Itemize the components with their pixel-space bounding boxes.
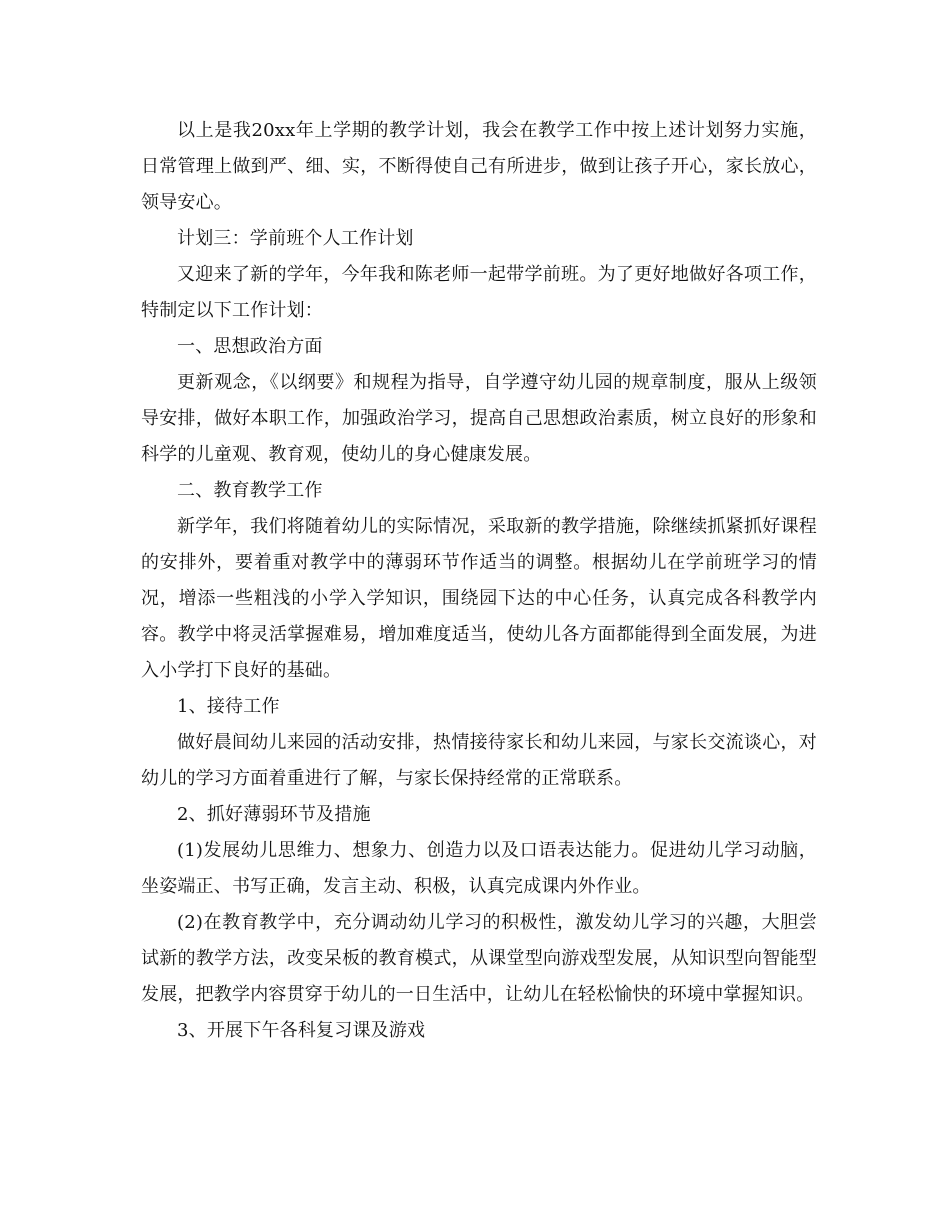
paragraph-closing-summary: 以上是我20xx年上学期的教学计划，我会在教学工作中按上述计划努力实施，日常管理上做到严、细、实，不断得使自己有所进步，做到让孩子开心，家长放心，领导安心。 (141, 120, 817, 213)
heading-reception: 1、接待工作 (177, 696, 280, 717)
heading-weak-links: 2、抓好薄弱环节及措施 (177, 804, 371, 825)
paragraph-item-1: (1)发展幼儿思维力、想象力、创造力以及口语表达能力。促进幼儿学习动脑，坐姿端正、书写正确，发言主动、积极，认真完成课内外作业。 (141, 840, 817, 897)
paragraph-item-2: (2)在教育教学中，充分调动幼儿学习的积极性，激发幼儿学习的兴趣，大胆尝试新的教学方法，改变呆板的教育模式，从课堂型向游戏型发展，从知识型向智能型发展，把教学内容贯穿于幼儿的一日生活中，让幼儿在轻松愉快的环境中掌握知识。 (141, 912, 817, 1005)
heading-section-two: 二、教育教学工作 (177, 480, 323, 501)
paragraph-intro: 又迎来了新的学年，今年我和陈老师一起带学前班。为了更好地做好各项工作，特制定以下工作计划： (141, 264, 817, 321)
paragraph-reception: 做好晨间幼儿来园的活动安排，热情接待家长和幼儿来园，与家长交流谈心，对幼儿的学习方面着重进行了解，与家长保持经常的正常联系。 (141, 732, 817, 789)
paragraph-ideology: 更新观念，《以纲要》和规程为指导，自学遵守幼儿园的规章制度，服从上级领导安排，做好本职工作，加强政治学习，提高自己思想政治素质，树立良好的形象和科学的儿童观、教育观，使幼儿的身心健康发展。 (141, 372, 817, 465)
document-body (141, 113, 817, 1049)
heading-section-one: 一、思想政治方面 (177, 336, 323, 357)
heading-afternoon-review: 3、开展下午各科复习课及游戏 (177, 1020, 426, 1041)
heading-plan-three: 计划三：学前班个人工作计划 (177, 228, 414, 249)
paragraph-teaching: 新学年，我们将随着幼儿的实际情况，采取新的教学措施，除继续抓紧抓好课程的安排外，要着重对教学中的薄弱环节作适当的调整。根据幼儿在学前班学习的情况，增添一些粗浅的小学入学知识，围绕园下达的中心任务，认真完成各科教学内容。教学中将灵活掌握难易，增加难度适当，使幼儿各方面都能得到全面发展，为进入小学打下良好的基础。 (141, 516, 817, 681)
